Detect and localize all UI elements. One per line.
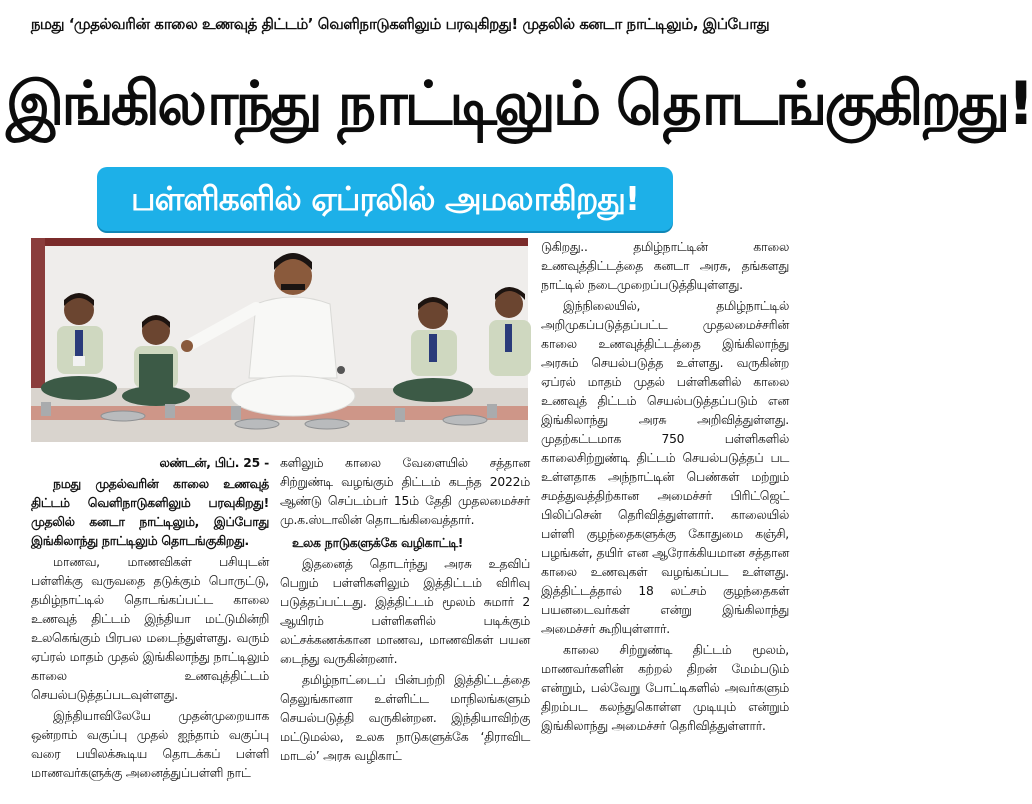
subheadline-banner: பள்ளிகளில் ஏப்ரலில் அமலாகிறது! [97, 167, 673, 231]
body-paragraph: மாணவ, மாணவிகள் பசியுடன் பள்ளிக்கு வருவதை தடுக்கும் பொருட்டு, தமிழ்நாட்டில் தொடங்கப்பட்ட காலை உணவுத் திட்டம் இந்தியா மட்டுமின்றி உலகெங்கும் பிரபல மடைந்துள்ளது. வரும் ஏப்ரல் மாதம் முதல் இங்கிலாந்து நாட்டிலும் காலை உணவுத்திட்டம் செயல்படுத்தப்படவுள்ளது. [31, 555, 269, 702]
lead-paragraph: நமது முதல்வரின் காலை உணவுத் திட்டம் வெளிநாடுகளிலும் பரவுகிறது! முதலில் கனடா நாட்டிலும், இப்போது இங்கிலாந்து நாட்டிலும் தொடங்குகிறது. [31, 477, 269, 548]
news-photo [31, 238, 528, 442]
article-column-2 [280, 454, 530, 799]
headline: இங்கிலாந்து நாட்டிலும் தொடங்குகிறது! [6, 69, 1032, 139]
section-subhead: உலக நாடுகளுக்கே வழிகாட்டி! [292, 536, 464, 550]
kicker-line: நமது ‘முதல்வரின் காலை உணவுத் திட்டம்’ வெளிநாடுகளிலும் பரவுகிறது! முதலில் கனடா நாட்டிலும், இப்போது [30, 15, 770, 33]
body-paragraph: காலை சிற்றுண்டி திட்டம் மூலம், மாணவர்களின் கற்றல் திறன் மேம்படும் என்றும், பல்வேறு போட்டிகளில் அவர்களும் திறம்பட கலந்துகொள்ள முடியும் என்றும் இங்கிலாந்து அமைச்சர் தெரிவித்துள்ளார். [541, 643, 789, 733]
body-paragraph: இந்தியாவிலேயே முதன்முறையாக ஒன்றாம் வகுப்பு முதல் ஐந்தாம் வகுப்பு வரை பயிலக்கூடிய தொடக்கப் பள்ளி மாணவர்களுக்கு அனைத்துப்பள்ளி நாட் [31, 709, 269, 780]
body-paragraph: தமிழ்நாட்டைப் பின்பற்றி இத்திட்டத்தை தெலுங்கானா உள்ளிட்ட மாநிலங்களும் செயல்படுத்தி வருகின்றன. இந்தியாவிற்கு மட்டுமல்ல, உலக நாடுகளுக்கே ‘திராவிட மாடல்’ அரசு வழிகாட் [280, 673, 530, 763]
body-paragraph: டுகிறது.. தமிழ்நாட்டின் காலை உணவுத்திட்டத்தை கனடா அரசு, தங்களது நாட்டில் நடைமுறைப்படுத்தியுள்ளது. [541, 240, 789, 292]
article-column-1 [31, 454, 269, 799]
article-column-3 [541, 238, 789, 800]
dateline: லண்டன், பிப். 25 - [159, 456, 269, 470]
body-paragraph: இந்நிலையில், தமிழ்நாட்டில் அறிமுகப்படுத்தப்பட்ட முதலமைச்சரின் காலை உணவுத்திட்டத்தை இங்கிலாந்து அரசும் செயல்படுத்த உள்ளது. வருகின்ற ஏப்ரல் மாதம் முதல் பள்ளிகளில் காலை உணவுத் திட்டம் செயல்படுத்தப்படும் என இங்கிலாந்து அரசு அறிவித்துள்ளது. முதற்கட்டமாக 750 பள்ளிகளில் காலைசிற்றுண்டி திட்டம் செயல்படுத்தப் பட உள்ளதாக அந்நாட்டின் பெண்கள் மற்றும் சமத்துவத்திற்கான அமைச்சர் பிரிட்ஜெட் பிலிப்சென் தெரிவித்துள்ளார். காலையில் பள்ளி குழந்தைகளுக்கு கோதுமை கஞ்சி, பழங்கள், தயிர் என ஆரோக்கியமான சத்தான காலை உணவுகள் வழங்கப்பட உள்ளது. இத்திட்டத்தால் 18 லட்சம் குழந்தைகள் பயனடைவர்கள் என்று இங்கிலாந்து அமைச்சர் கூறியுள்ளார். [541, 299, 789, 636]
photo-illustration [31, 238, 528, 442]
body-paragraph: களிலும் காலை வேளையில் சத்தான சிற்றுண்டி வழங்கும் திட்டம் கடந்த 2022ம் ஆண்டு செப்டம்பர் 15ம் தேதி முதலமைச்சர் மு.க.ஸ்டாலின் தொடங்கிவைத்தார். [280, 456, 530, 527]
body-paragraph: இதனைத் தொடர்ந்து அரசு உதவிப் பெறும் பள்ளிகளிலும் இத்திட்டம் விரிவு படுத்தப்பட்டது. இத்திட்டம் மூலம் சுமார் 2 ஆயிரம் பள்ளிகளில் படிக்கும் லட்சக்கணக்கான மாணவ, மாணவிகள் பயன டைந்து வருகின்றனர். [280, 557, 530, 666]
photo-wall-trim [31, 238, 528, 246]
